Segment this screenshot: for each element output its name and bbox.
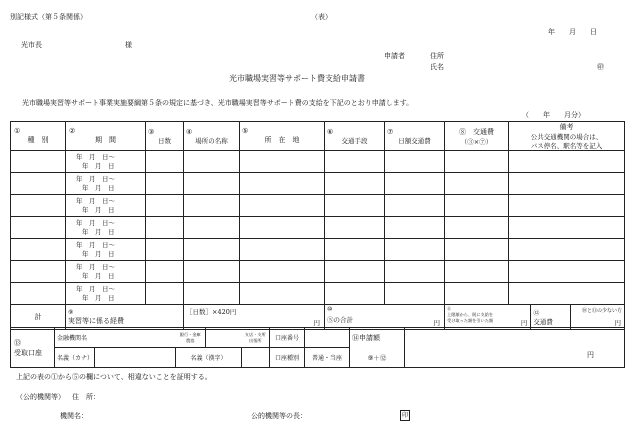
entry-cell[interactable] [509, 261, 625, 283]
seal-mark: ㊞ [597, 63, 604, 71]
col-days-header: ③ 日数 [146, 122, 184, 151]
account-number-label: 口座番号 [270, 328, 305, 348]
entry-cell[interactable] [385, 195, 445, 217]
entry-cell[interactable] [240, 261, 325, 283]
col-period-header: ② 期 間 [66, 122, 146, 151]
period-to: 年 月 日 [82, 183, 115, 192]
expense-row [11, 239, 625, 261]
period-cell[interactable] [66, 239, 146, 261]
entry-cell[interactable] [325, 261, 385, 283]
entry-cell[interactable] [11, 173, 66, 195]
expense-row [11, 283, 625, 305]
entry-cell[interactable] [240, 151, 325, 173]
intro-text: 光市職場実習等サポート事業実施要綱第５条の規定に基づき、光市職場実習等サポート費の支給を下記のとおり申請します。 [22, 99, 414, 107]
applicant-label: 申請者 [384, 52, 405, 60]
org-label: （公的機関等） [16, 393, 65, 401]
entry-cell[interactable] [146, 195, 184, 217]
entry-cell[interactable] [146, 151, 184, 173]
entry-cell[interactable] [325, 173, 385, 195]
period-from: 年 月 日〜 [76, 218, 115, 227]
col-place-header: ④ 場所の名称 [184, 122, 240, 151]
entry-cell[interactable] [184, 217, 240, 239]
entry-cell[interactable] [385, 151, 445, 173]
entry-cell[interactable] [385, 283, 445, 305]
entry-cell[interactable] [325, 217, 385, 239]
honorific: 様 [125, 41, 132, 49]
applicant-address-label: 住所 [430, 52, 444, 60]
period-cell[interactable] [66, 283, 146, 305]
org-name-label: 機関名： [60, 412, 88, 420]
document-title: 光市職場実習等サポート費支給申請書 [229, 74, 365, 83]
entry-cell[interactable] [445, 217, 509, 239]
entry-cell[interactable] [146, 261, 184, 283]
period-cell[interactable] [66, 173, 146, 195]
kanji-name-input[interactable] [242, 348, 270, 368]
account-type-options[interactable]: 普通・当座 [305, 348, 350, 368]
entry-cell[interactable] [509, 195, 625, 217]
entry-cell[interactable] [445, 239, 509, 261]
period-cell[interactable] [66, 217, 146, 239]
col-fare-header: ⑧ 交通費 （③×⑦） [445, 122, 509, 151]
entry-cell[interactable] [325, 283, 385, 305]
kana-name-label: 名義（カナ） [55, 348, 95, 368]
period-to: 年 月 日 [82, 227, 115, 236]
expense-row [11, 173, 625, 195]
kana-name-input[interactable] [95, 348, 176, 368]
col-transport-header: ⑥ 交通手段 [325, 122, 385, 151]
expense-row [11, 261, 625, 283]
period-to: 年 月 日 [82, 161, 115, 170]
account-type-label: 口座種別 [270, 348, 305, 368]
entry-cell[interactable] [385, 217, 445, 239]
entry-cell[interactable] [240, 217, 325, 239]
entry-cell[interactable] [509, 283, 625, 305]
expense-table [10, 121, 625, 330]
entry-cell[interactable] [325, 239, 385, 261]
entry-cell[interactable] [445, 195, 509, 217]
entry-cell[interactable] [11, 217, 66, 239]
month-note: （ 年 月分） [522, 111, 585, 119]
expense-row [11, 217, 625, 239]
entry-cell[interactable] [184, 261, 240, 283]
request-amount-label: ⑭申請額 [350, 328, 405, 348]
period-from: 年 月 日〜 [76, 284, 115, 293]
entry-cell[interactable] [240, 283, 325, 305]
certify-text: 上記の表の①から⑤の欄について、相違ないことを証明する。 [16, 373, 212, 381]
entry-cell[interactable] [445, 151, 509, 173]
request-amount-cell[interactable]: 円 [405, 328, 625, 368]
entry-cell[interactable] [11, 151, 66, 173]
bank-name-label: 金融機関名 [55, 328, 95, 348]
seal-box: 印 [401, 412, 408, 419]
kanji-name-label: 名義（漢字） [176, 348, 242, 368]
limit-and-fare [445, 305, 625, 330]
org-head-label: 公的機関等の長： [251, 412, 307, 420]
limit-cell[interactable]: ⑪ 上限額から、既に支給を 受け取った額を引いた額 円 [445, 305, 531, 329]
entry-cell[interactable] [240, 173, 325, 195]
entry-cell[interactable] [184, 151, 240, 173]
bank-name-input[interactable] [95, 328, 176, 348]
entry-cell[interactable] [184, 195, 240, 217]
total-label: 計 [11, 305, 66, 330]
entry-cell[interactable] [146, 283, 184, 305]
lesser-amount-cell[interactable]: ⑩と⑪の少ない方 円 [581, 308, 622, 327]
cost-cell[interactable]: ⑨ 実習等に係る経費 [66, 305, 184, 330]
entry-cell[interactable] [240, 195, 325, 217]
entry-cell[interactable] [509, 217, 625, 239]
fare-sum-cell[interactable]: ⑩ ⑤の合計 円 [325, 305, 445, 330]
entry-cell[interactable] [146, 239, 184, 261]
period-from: 年 月 日〜 [76, 174, 115, 183]
period-from: 年 月 日〜 [76, 262, 115, 271]
period-to: 年 月 日 [82, 271, 115, 280]
entry-cell[interactable] [325, 151, 385, 173]
bank-label: ⑬ 受取口座 [11, 328, 55, 368]
entry-cell[interactable] [385, 239, 445, 261]
entry-cell[interactable] [445, 173, 509, 195]
total-row [11, 305, 625, 330]
col-daily-fare-header: ⑦ 日額交通費 [385, 122, 445, 151]
entry-cell[interactable] [325, 195, 385, 217]
entry-cell[interactable] [385, 261, 445, 283]
period-cell[interactable] [66, 195, 146, 217]
entry-cell[interactable] [11, 195, 66, 217]
page-side-label: （表） [311, 13, 332, 21]
request-formula: ⑨＋⑫ [350, 348, 405, 368]
entry-cell[interactable] [509, 151, 625, 173]
entry-cell[interactable] [385, 173, 445, 195]
addressee: 光市長 [21, 41, 42, 49]
col-location-header: ⑤ 所 在 地 [240, 122, 325, 151]
entry-cell[interactable] [184, 239, 240, 261]
period-from: 年 月 日〜 [76, 152, 115, 161]
account-number-input[interactable] [305, 328, 350, 348]
date-field: 年 月 日 [548, 28, 597, 36]
period-from: 年 月 日〜 [76, 240, 115, 249]
entry-cell[interactable] [240, 239, 325, 261]
entry-cell[interactable] [509, 239, 625, 261]
branch-type: 支店・支所 出張所 [242, 328, 270, 348]
expense-row [11, 195, 625, 217]
entry-cell[interactable] [184, 173, 240, 195]
period-cell[interactable] [66, 261, 146, 283]
period-to: 年 月 日 [82, 293, 115, 302]
applicant-name-label: 氏名 [430, 63, 444, 71]
bank-account-table [10, 327, 625, 368]
entry-cell[interactable] [11, 239, 66, 261]
org-address-label: 住 所： [72, 393, 100, 401]
entry-cell[interactable] [146, 173, 184, 195]
calc-cell[interactable]: ［日数］×420円 円 [184, 305, 325, 330]
period-cell[interactable] [66, 151, 146, 173]
col-remarks-header: 備考 公共交通機関の場合は、 バス停名、駅名等を記入 [509, 122, 625, 151]
entry-cell[interactable] [509, 173, 625, 195]
entry-cell[interactable] [445, 261, 509, 283]
bank-type: 銀行・金庫 農協 [176, 328, 206, 348]
col-type-header: ① 種 別 [11, 122, 66, 151]
branch-input[interactable] [206, 328, 242, 348]
period-to: 年 月 日 [82, 205, 115, 214]
form-number: 別記様式（第５条関係） [10, 13, 87, 21]
header-row [11, 122, 625, 151]
entry-cell[interactable] [445, 283, 509, 305]
period-to: 年 月 日 [82, 249, 115, 258]
entry-cell[interactable] [184, 283, 240, 305]
period-from: 年 月 日〜 [76, 196, 115, 205]
expense-row [11, 151, 625, 173]
entry-cell[interactable] [146, 217, 184, 239]
entry-cell[interactable] [11, 261, 66, 283]
transport-fare-label: ⑫ 交通費 [531, 305, 570, 329]
entry-cell[interactable] [11, 283, 66, 305]
